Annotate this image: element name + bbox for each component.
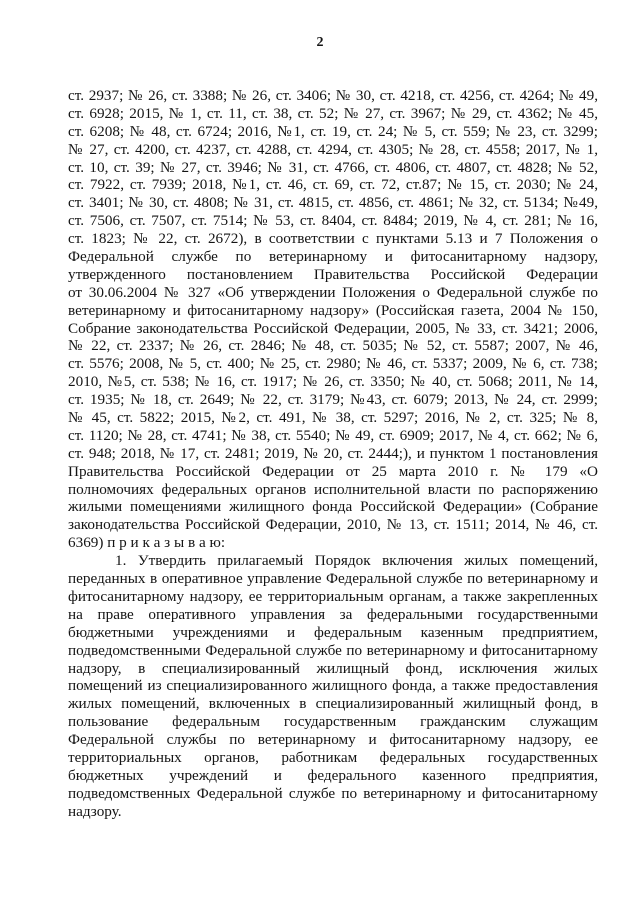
item-1-first-line: 1. Утвердить прилагаемый Порядок включения жилых помещений, xyxy=(115,552,598,570)
text-line: № 45, ст. 5822; 2015, №2, ст. 491, № 38, ст. 5297; 2016, № 2, ст. 325; № 8, xyxy=(68,409,598,427)
paragraph-legal-basis xyxy=(68,87,598,552)
document-body xyxy=(68,87,598,821)
text-line: ст. 5576; 2008, № 5, ст. 400; № 25, ст. 2980; № 46, ст. 5337; 2009, № 6, ст. 738; xyxy=(68,355,598,373)
text-line: на праве оперативного управления за федеральными государственными xyxy=(68,605,598,623)
text-line: территориальных органов, работникам федеральных государственных xyxy=(68,748,598,766)
text-line: Федеральной службы по ветеринарному и фитосанитарному надзору, ее xyxy=(68,731,598,749)
text-line: ст. 3401; № 30, ст. 4808; № 31, ст. 4815, ст. 4856, ст. 4861; № 32, ст. 5134; №49, xyxy=(68,194,598,212)
text-line: ст. 10, ст. 39; № 27, ст. 3946; № 31, ст. 4766, ст. 4806, ст. 4807, ст. 4828; № 52, xyxy=(68,158,598,176)
text-line: жилыми помещениями жилищного фонда Российской Федерации» (Собрание xyxy=(68,498,598,516)
text-line: помещений из специализированного жилищного фонда, а также предоставления xyxy=(68,677,598,695)
text-line: переданных в оперативное управление Федеральной службе по ветеринарному и xyxy=(68,570,598,588)
text-line: ст. 1935; № 18, ст. 2649; № 22, ст. 3179; №43, ст. 6079; 2013, № 24, ст. 2999; xyxy=(68,391,598,409)
text-line: Правительства Российской Федерации от 25 марта 2010 г. № 179 «О xyxy=(68,462,598,480)
text-line: № 27, ст. 4200, ст. 4237, ст. 4288, ст. 4294, ст. 4305; № 28, ст. 4558; 2017, № 1, xyxy=(68,140,598,158)
text-line: жилых помещений, включенных в специализированный жилищный фонд, в xyxy=(68,695,598,713)
text-line: подведомственными Федеральной службе по ветеринарному и фитосанитарному xyxy=(68,641,598,659)
paragraph-item-1 xyxy=(68,552,598,820)
text-line: ст. 6208; № 48, ст. 6724; 2016, №1, ст. 19, ст. 24; № 5, ст. 559; № 23, ст. 3299; xyxy=(68,122,598,140)
page-number: 2 xyxy=(316,35,324,50)
text-line: законодательства Российской Федерации, 2010, № 13, ст. 1511; 2014, № 46, ст. xyxy=(68,516,598,534)
text-line: ветеринарному и фитосанитарному надзору» (Российская газета, 2004 № 150, xyxy=(68,301,598,319)
text-line: подведомственных Федеральной службе по ветеринарному и фитосанитарному xyxy=(68,784,598,802)
order-word-line: 6369) п р и к а з ы в а ю: xyxy=(68,534,226,552)
text-line: надзору, в специализированный жилищный фонд, исключения жилых xyxy=(68,659,598,677)
text-line: бюджетными учреждениями и федеральным казенным предприятием, xyxy=(68,623,598,641)
text-line: Собрание законодательства Российской Федерации, 2005, № 33, ст. 3421; 2006, xyxy=(68,319,598,337)
text-line: от 30.06.2004 № 327 «Об утверждении Положения о Федеральной службе по xyxy=(68,283,598,301)
text-line: ст. 2937; № 26, ст. 3388; № 26, ст. 3406; № 30, ст. 4218, ст. 4256, ст. 4264; № 49, xyxy=(68,87,598,104)
text-line: ст. 948; 2018, № 17, ст. 2481; 2019, № 20, ст. 2444;), и пунктом 1 постановления xyxy=(68,444,598,462)
text-line: бюджетных учреждений и федерального казенного предприятия, xyxy=(68,766,598,784)
text-line: ст. 6928; 2015, № 1, ст. 11, ст. 38, ст. 52; № 27, ст. 3967; № 29, ст. 4362; № 45, xyxy=(68,104,598,122)
text-line: № 22, ст. 2337; № 26, ст. 2846; № 48, ст. 5035; № 52, ст. 5587; 2007, № 46, xyxy=(68,337,598,355)
text-line: ст. 7506, ст. 7507, ст. 7514; № 53, ст. 8404, ст. 8484; 2019, № 4, ст. 281; № 16, xyxy=(68,212,598,230)
text-line: ст. 7922, ст. 7939; 2018, №1, ст. 46, ст. 69, ст. 72, ст.87; № 15, ст. 2030; № 24, xyxy=(68,176,598,194)
text-line: утвержденного постановлением Правительства Российской Федерации xyxy=(68,265,598,283)
text-line: фитосанитарному надзору, ее территориальным органам, а также закрепленных xyxy=(68,587,598,605)
text-line: надзору. xyxy=(68,802,122,820)
text-line: 2010, №5, ст. 538; № 16, ст. 1917; № 26, ст. 3350; № 40, ст. 5068; 2011, № 14, xyxy=(68,373,598,391)
text-line: ст. 1823; № 22, ст. 2672), в соответствии с пунктами 5.13 и 7 Положения о xyxy=(68,230,598,248)
text-line: пользование федеральным государственным гражданским служащим xyxy=(68,713,598,731)
text-line: Федеральной службе по ветеринарному и фитосанитарному надзору, xyxy=(68,248,598,266)
text-line: полномочиях федеральных органов исполнительной власти по распоряжению xyxy=(68,480,598,498)
text-line: ст. 1120; № 28, ст. 4741; № 38, ст. 5540; № 49, ст. 6909; 2017, № 4, ст. 662; № 6, xyxy=(68,426,598,444)
